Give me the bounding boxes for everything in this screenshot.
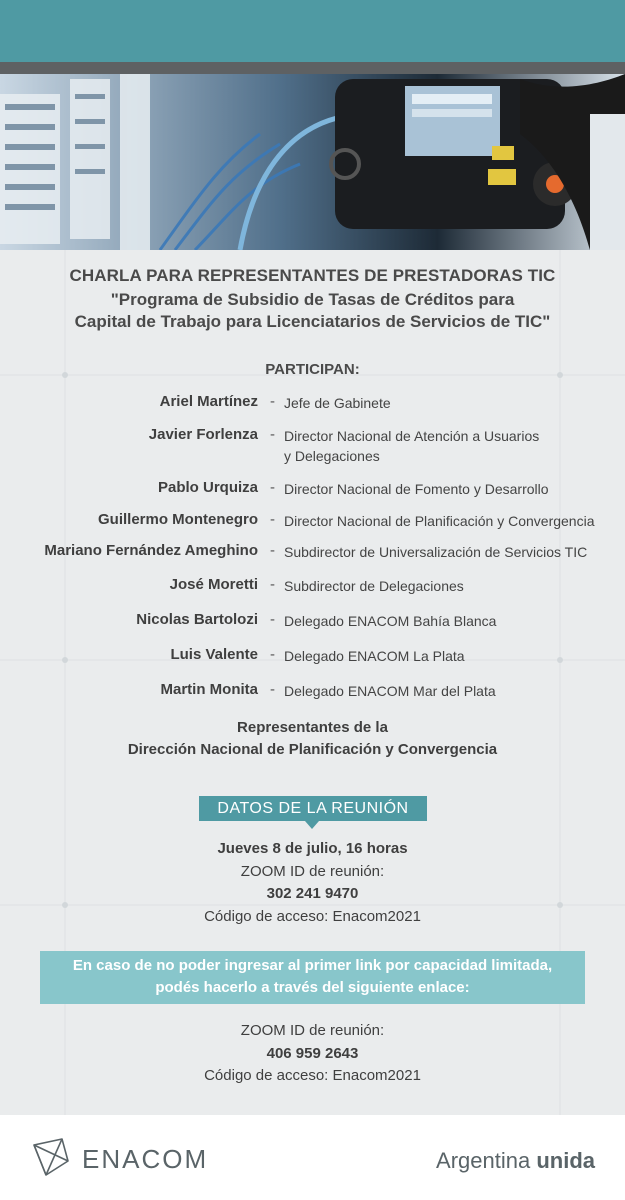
- participant-role: Jefe de Gabinete: [284, 395, 391, 411]
- separator-dash: -: [270, 646, 275, 663]
- title-line-1: CHARLA PARA REPRESENTANTES DE PRESTADORAS TIC: [69, 266, 556, 285]
- participant-role: Delegado ENACOM La Plata: [284, 648, 465, 664]
- zoom-label: ZOOM ID de reunión:: [240, 1022, 385, 1039]
- slogan-part-1: Argentina: [436, 1148, 531, 1173]
- footer: [0, 1115, 625, 1200]
- header-photo: [0, 74, 625, 250]
- representatives-line-1: Representantes de la: [237, 719, 388, 736]
- participant-name: Mariano Fernández Ameghino: [44, 542, 258, 559]
- participant-name: Guillermo Montenegro: [97, 511, 258, 528]
- participant-role: Director Nacional de Fomento y Desarrollo: [284, 481, 549, 497]
- meeting-details-label: DATOS DE LA REUNIÓN: [199, 796, 427, 821]
- separator-dash: -: [270, 426, 275, 443]
- zoom-id: 406 959 2643: [266, 1044, 359, 1062]
- participant-name: Pablo Urquiza: [157, 479, 258, 496]
- participant-name: José Moretti: [169, 576, 258, 593]
- zoom-label: ZOOM ID de reunión:: [240, 862, 385, 880]
- separator-dash: -: [270, 479, 275, 496]
- alternate-meeting-details: [0, 1020, 625, 1088]
- network-technician-illustration: [0, 74, 625, 250]
- participant-role: Delegado ENACOM Mar del Plata: [284, 683, 496, 699]
- top-banner: [0, 0, 625, 62]
- event-title: [0, 266, 625, 333]
- alternate-link-notice: [40, 951, 585, 1004]
- access-code: Código de acceso: Enacom2021: [204, 1067, 421, 1084]
- title-line-3: Capital de Trabajo para Licenciatarios de Servicios de TIC": [74, 312, 551, 331]
- top-divider: [0, 62, 625, 74]
- representatives-line-2: Dirección Nacional de Planificación y Convergencia: [127, 741, 498, 758]
- separator-dash: -: [270, 576, 275, 593]
- zoom-id: 302 241 9470: [266, 885, 359, 902]
- participant-name: Javier Forlenza: [148, 426, 258, 443]
- notice-line-1: En caso de no poder ingresar al primer link por capacidad limitada,: [72, 957, 553, 974]
- separator-dash: -: [270, 681, 275, 698]
- representatives-note: [0, 717, 625, 761]
- access-code: Código de acceso: Enacom2021: [204, 907, 421, 925]
- participant-role-line-2: y Delegaciones: [284, 448, 380, 464]
- participant-name: Nicolas Bartolozi: [136, 611, 258, 628]
- separator-dash: -: [270, 542, 275, 559]
- government-slogan: [436, 1148, 595, 1174]
- title-line-2: "Programa de Subsidio de Tasas de Créditos para: [110, 290, 515, 309]
- participant-role: Delegado ENACOM Bahía Blanca: [284, 613, 497, 629]
- participant-name: Ariel Martínez: [159, 393, 258, 410]
- participant-role: Subdirector de Universalización de Servicios TIC: [284, 544, 588, 560]
- participant-name: Luis Valente: [170, 646, 258, 663]
- participant-role: [284, 426, 614, 466]
- slogan-part-2: unida: [536, 1148, 595, 1173]
- participant-name: Martin Monita: [160, 681, 258, 698]
- participant-role-line-1: Director Nacional de Atención a Usuarios: [284, 428, 540, 444]
- participants-heading: PARTICIPAN:: [265, 361, 360, 378]
- enacom-logo-icon: [32, 1137, 70, 1177]
- participant-role: Subdirector de Delegaciones: [284, 578, 464, 594]
- separator-dash: -: [270, 393, 275, 410]
- participant-role: Director Nacional de Planificación y Convergencia: [284, 513, 595, 529]
- separator-dash: -: [270, 611, 275, 628]
- brand-name: ENACOM: [82, 1144, 209, 1174]
- meeting-date: Jueves 8 de julio, 16 horas: [217, 840, 408, 857]
- label-pointer: [305, 821, 319, 829]
- notice-line-2: podés hacerlo a través del siguiente enlace:: [155, 979, 470, 996]
- separator-dash: -: [270, 511, 275, 528]
- meeting-details: [0, 838, 625, 928]
